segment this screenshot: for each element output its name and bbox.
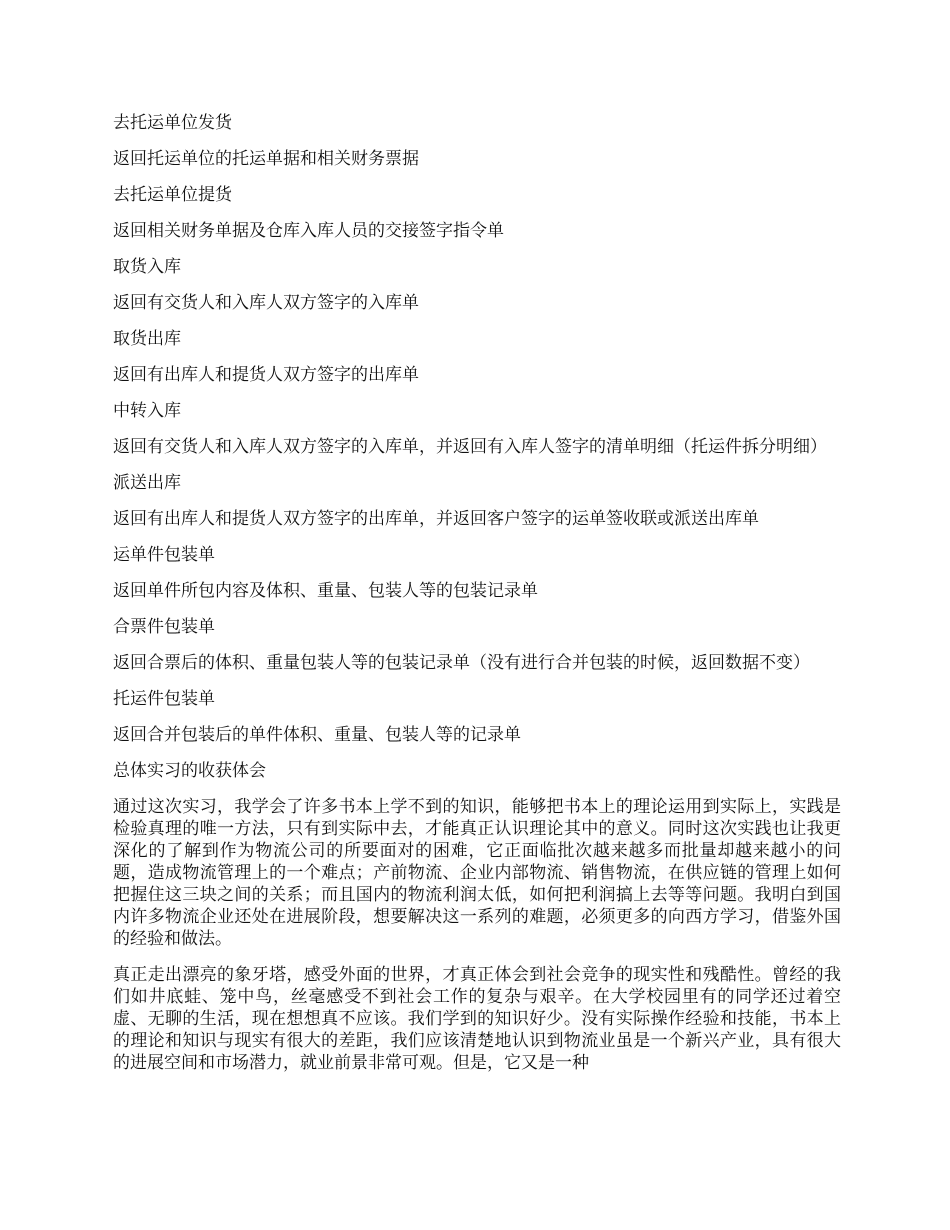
paragraph: 取货出库	[113, 329, 181, 349]
paragraph: 返回相关财务单据及仓库入库人员的交接签字指令单	[113, 221, 504, 241]
paragraph: 运单件包装单	[113, 545, 215, 565]
paragraph: 返回有出库人和提货人双方签字的出库单，并返回客户签字的运单签收联或派送出库单	[113, 509, 759, 529]
document-body	[113, 112, 841, 1088]
paragraph: 返回合并包装后的单件体积、重量、包装人等的记录单	[113, 725, 521, 745]
paragraph: 返回单件所包内容及体积、重量、包装人等的包装记录单	[113, 581, 538, 601]
paragraph: 返回托运单位的托运单据和相关财务票据	[113, 149, 419, 169]
paragraph: 返回有出库人和提货人双方签字的出库单	[113, 365, 419, 385]
paragraph: 真正走出漂亮的象牙塔，感受外面的世界，才真正体会到社会竞争的现实性和残酷性。曾经的我们如井底蛙、笼中鸟，丝毫感受不到社会工作的复杂与艰辛。在大学校园里有的同学还过着空虚、无聊的生活，现在想想真不应该。我们学到的知识好少。没有实际操作经验和技能，书本上的理论和知识与现实有很大的差距，我们应该清楚地认识到物流业虽是一个新兴产业，具有很大的进展空间和市场潜力，就业前景非常可观。但是，它又是一种	[113, 965, 841, 1073]
paragraph: 托运件包装单	[113, 689, 215, 709]
paragraph: 返回有交货人和入库人双方签字的入库单	[113, 293, 419, 313]
section-heading: 总体实习的收获体会	[113, 761, 266, 781]
paragraph: 取货入库	[113, 257, 181, 277]
paragraph: 合票件包装单	[113, 617, 215, 637]
paragraph: 通过这次实习，我学会了许多书本上学不到的知识，能够把书本上的理论运用到实际上，实践是检验真理的唯一方法，只有到实际中去，才能真正认识理论其中的意义。同时这次实践也让我更深化的了解到作为物流公司的所要面对的困难，它正面临批次越来越多而批量却越来越小的问题，造成物流管理上的一个难点；产前物流、企业内部物流、销售物流，在供应链的管理上如何把握住这三块之间的关系；而且国内的物流利润太低，如何把利润搞上去等等问题。我明白到国内许多物流企业还处在进展阶段，想要解决这一系列的难题，必须更多的向西方学习，借鉴外国的经验和做法。	[113, 797, 841, 949]
paragraph: 中转入库	[113, 401, 181, 421]
paragraph: 派送出库	[113, 473, 181, 493]
paragraph: 去托运单位发货	[113, 113, 232, 133]
paragraph: 返回有交货人和入库人双方签字的入库单，并返回有入库人签字的清单明细（托运件拆分明细）	[113, 437, 827, 457]
paragraph: 返回合票后的体积、重量包装人等的包装记录单（没有进行合并包装的时候，返回数据不变）	[113, 653, 810, 673]
paragraph: 去托运单位提货	[113, 185, 232, 205]
